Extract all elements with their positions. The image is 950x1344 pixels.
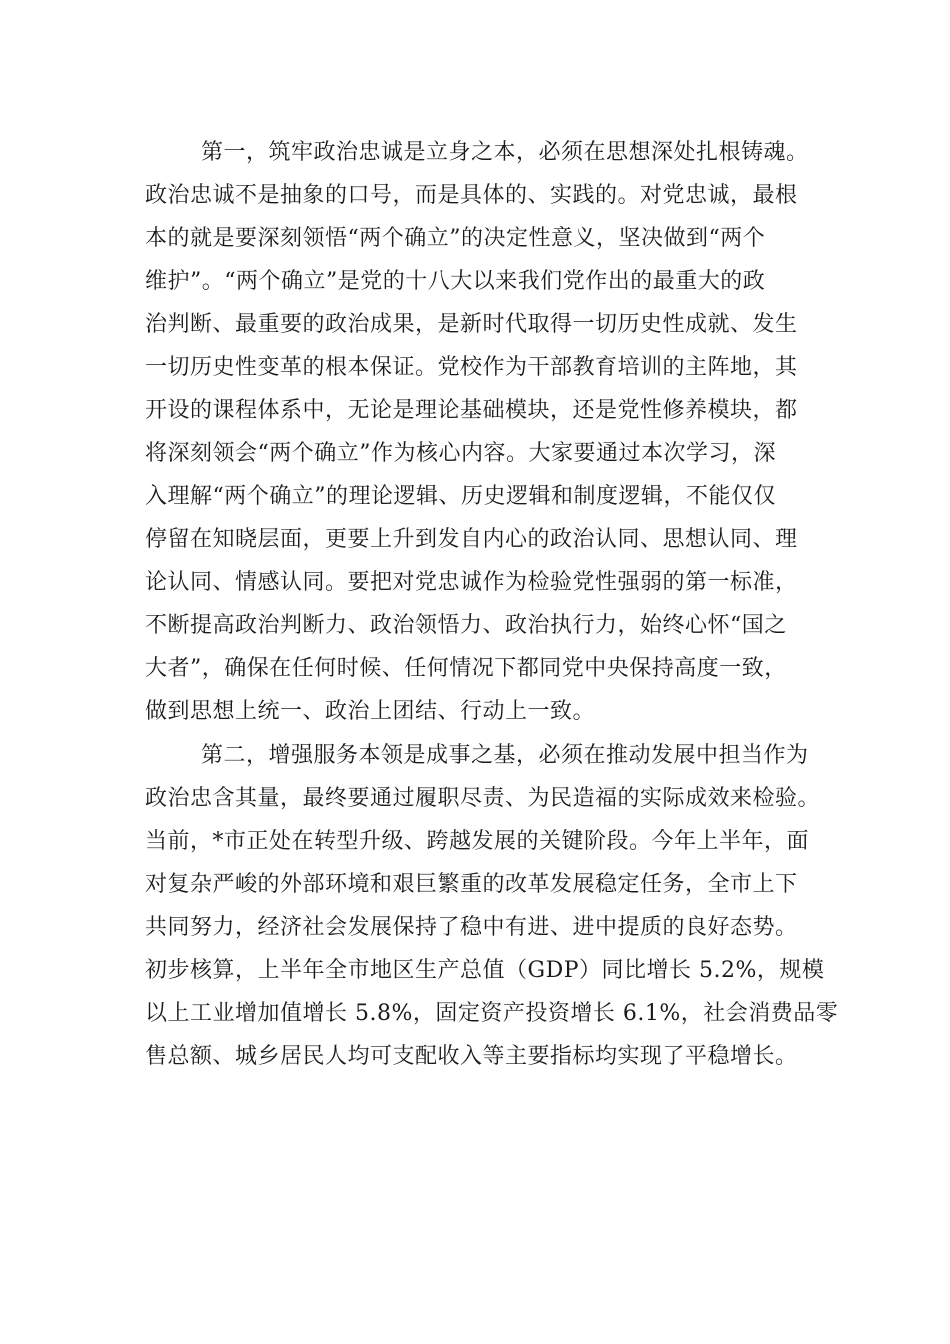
paragraph-line: 政治忠诚不是抽象的口号，而是具体的、实践的。对党忠诚，最根 [145, 183, 798, 208]
paragraph-line: 停留在知晓层面，更要上升到发自内心的政治认同、思想认同、理 [145, 527, 798, 552]
paragraph-line: 大者”，确保在任何时候、任何情况下都同党中央保持高度一致， [145, 656, 787, 681]
paragraph-line: 对复杂严峻的外部环境和艰巨繁重的改革发展稳定任务，全市上下 [145, 872, 798, 897]
paragraph-line: 将深刻领会“两个确立”作为核心内容。大家要通过本次学习，深 [145, 441, 776, 466]
paragraph-line: 做到思想上统一、政治上团结、行动上一致。 [145, 699, 596, 724]
paragraph-line: 一切历史性变革的根本保证。党校作为干部教育培训的主阵地，其 [145, 355, 798, 380]
paragraph-line: 售总额、城乡居民人均可支配收入等主要指标均实现了平稳增长。 [145, 1044, 798, 1069]
paragraph-line: 初步核算，上半年全市地区生产总值（GDP）同比增长 5.2%，规模 [145, 958, 825, 983]
paragraph-line: 第一，筑牢政治忠诚是立身之本，必须在思想深处扎根铸魂。 [201, 140, 809, 165]
paragraph-line: 本的就是要深刻领悟“两个确立”的决定性意义，坚决做到“两个 [145, 226, 766, 251]
paragraph-line: 论认同、情感认同。要把对党忠诚作为检验党性强弱的第一标准， [145, 570, 798, 595]
paragraph-line: 开设的课程体系中，无论是理论基础模块，还是党性修养模块，都 [145, 398, 798, 423]
paragraph-line: 以上工业增加值增长 5.8%，固定资产投资增长 6.1%，社会消费品零 [145, 1001, 839, 1026]
paragraph-line: 不断提高政治判断力、政治领悟力、政治执行力，始终心怀“国之 [145, 613, 787, 638]
paragraph-line: 政治忠含其量，最终要通过履职尽责、为民造福的实际成效来检验。 [145, 786, 821, 811]
paragraph-line: 共同努力，经济社会发展保持了稳中有进、进中提质的良好态势。 [145, 915, 798, 940]
paragraph-line: 第二，增强服务本领是成事之基，必须在推动发展中担当作为 [201, 743, 809, 768]
paragraph-line: 维护”。“两个确立”是党的十八大以来我们党作出的最重大的政 [145, 269, 766, 294]
paragraph-line: 入理解“两个确立”的理论逻辑、历史逻辑和制度逻辑，不能仅仅 [145, 484, 776, 509]
paragraph-line: 当前，*市正处在转型升级、跨越发展的关键阶段。今年上半年，面 [145, 829, 810, 854]
paragraph-line: 治判断、最重要的政治成果，是新时代取得一切历史性成就、发生 [145, 312, 798, 337]
